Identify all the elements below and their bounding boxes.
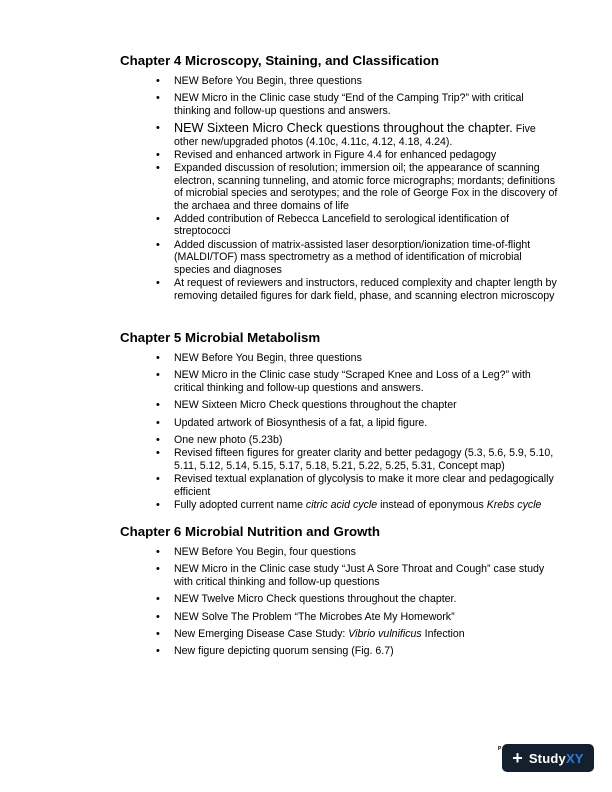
list-item-text: Infection — [421, 628, 465, 641]
list-item: • NEW Micro in the Clinic case study “Scraped Knee and Loss of a Leg?” with critical thinking and follow-up questions and answers. — [120, 369, 560, 394]
chapter-4-bullets — [120, 75, 560, 302]
list-item-lead: NEW Sixteen Micro Check questions throughout the chapter. — [174, 121, 513, 136]
chapter-5-title: Chapter 5 Microbial Metabolism — [120, 330, 321, 345]
list-item — [120, 499, 560, 511]
list-item: • NEW Twelve Micro Check questions throughout the chapter. — [120, 593, 560, 605]
chapter-6-title: Chapter 6 Microbial Nutrition and Growth — [120, 524, 381, 539]
badge-word-a: Study — [528, 750, 566, 766]
list-item: • At request of reviewers and instructors, reduced complexity and chapter length by removing detailed figures for dark field, phase, and scanning electron microscopy — [120, 277, 560, 302]
badge-word-b: XY — [565, 750, 584, 766]
chapter-6-bullets — [120, 546, 560, 658]
chapter-5-bullets — [120, 352, 560, 511]
list-item: • New figure depicting quorum sensing (Fig. 6.7) — [120, 645, 560, 657]
list-item: • Revised textual explanation of glycolysis to make it more clear and pedagogically efficient — [120, 473, 560, 498]
list-item: • One new photo (5.23b) — [120, 434, 560, 446]
badge-wordmark — [529, 751, 584, 766]
studyxy-badge[interactable] — [502, 744, 594, 772]
list-item: • NEW Micro in the Clinic case study “Just A Sore Throat and Cough” case study with critical thinking and follow-up questions — [120, 563, 560, 588]
plus-icon: + — [512, 748, 523, 768]
list-item: • Added contribution of Rebecca Lancefield to serological identification of streptococci — [120, 213, 560, 238]
list-item: • NEW Micro in the Clinic case study “End of the Camping Trip?” with critical thinking and follow-up questions and answers. — [120, 92, 560, 117]
list-item: • Revised fifteen figures for greater clarity and better pedagogy (5.3, 5.6, 5.9, 5.10, 5.11, 5.12, 5.14, 5.15, 5.17, 5.18, 5.21, 5.22, 5.25, 5.31, Concept map) — [120, 447, 560, 472]
list-item-italic: citric acid cycle — [305, 499, 378, 512]
list-item-italic: Vibrio vulnificus — [348, 628, 422, 641]
list-item: • Revised and enhanced artwork in Figure 4.4 for enhanced pedagogy — [120, 149, 560, 161]
list-item — [120, 628, 560, 640]
page-marker: P — [498, 746, 502, 752]
list-item: • NEW Sixteen Micro Check questions throughout the chapter — [120, 399, 560, 411]
chapter-6-section — [120, 524, 560, 663]
list-item-italic: Krebs cycle — [486, 499, 542, 512]
list-item: • NEW Before You Begin, three questions — [120, 75, 560, 87]
list-item: • NEW Before You Begin, four questions — [120, 546, 560, 558]
list-item-text: instead of eponymous — [377, 499, 487, 512]
chapter-4-title: Chapter 4 Microscopy, Staining, and Classification — [120, 53, 439, 68]
list-item — [120, 122, 560, 148]
list-item: • Updated artwork of Biosynthesis of a fat, a lipid figure. — [120, 417, 560, 429]
chapter-4-section — [120, 53, 560, 303]
chapter-5-section — [120, 330, 560, 512]
list-item-text: New Emerging Disease Case Study: — [174, 628, 349, 641]
list-item: • Expanded discussion of resolution; immersion oil; the appearance of scanning electron, scanning tunneling, and atomic force micrographs; mordants; definitions of microbial species and serotypes; and the role of George Fox in the discovery of the archaea and three domains of life — [120, 162, 560, 212]
list-item-rest: Five other new/upgraded photos (4.10c, 4.11c, 4.12, 4.18, 4.24). — [174, 123, 536, 148]
list-item: • NEW Solve The Problem “The Microbes Ate My Homework” — [120, 611, 560, 623]
list-item: • Added discussion of matrix-assisted laser desorption/ionization time-of-flight (MALDI/TOF) mass spectrometry as a method of identification of microbial species and diagnoses — [120, 239, 560, 276]
list-item: • NEW Before You Begin, three questions — [120, 352, 560, 364]
list-item-text: Fully adopted current name — [174, 499, 306, 512]
